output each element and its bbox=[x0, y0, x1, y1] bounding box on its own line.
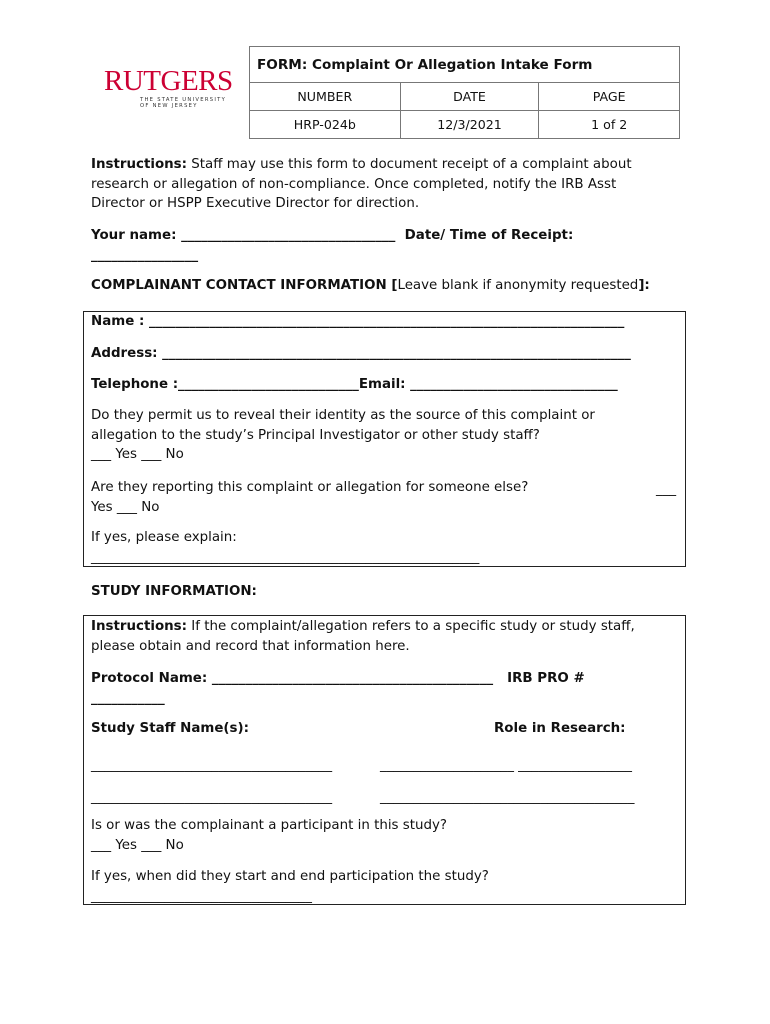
participation-dates-question: If yes, when did they start and end participation the study? bbox=[91, 869, 489, 884]
study-staff-label: Study Staff Name(s): bbox=[91, 721, 249, 736]
instructions-line-3: Director or HSPP Executive Director for direction. bbox=[91, 196, 420, 211]
study-heading: STUDY INFORMATION: bbox=[91, 584, 257, 599]
permit-question-line-1: Do they permit us to reveal their identity as the source of this complaint or bbox=[91, 408, 595, 423]
irb-pro-field[interactable]: ___________ bbox=[91, 691, 165, 706]
explain-label: If yes, please explain: bbox=[91, 530, 237, 545]
receipt-label: Date/ Time of Receipt: bbox=[404, 228, 574, 243]
role-field-1[interactable]: ____________________ _________________ bbox=[380, 758, 632, 773]
complainant-note: Leave blank if anonymity requested bbox=[397, 278, 639, 293]
participant-question-text: Is or was the complainant a participant in this study? bbox=[91, 818, 448, 833]
permit-options[interactable]: ___ Yes ___ No bbox=[91, 447, 184, 462]
explain-section bbox=[91, 528, 479, 567]
study-instructions bbox=[91, 617, 635, 656]
form-header-table bbox=[249, 46, 680, 139]
staff-name-field-1[interactable]: ____________________________________ bbox=[91, 758, 333, 773]
reporting-question-text: Are they reporting this complaint or allegation for someone else? bbox=[91, 480, 529, 495]
email-field[interactable]: Email: _______________________________ bbox=[358, 377, 618, 392]
instructions-label: Instructions: bbox=[91, 157, 188, 172]
form-number-value: HRP-024b bbox=[250, 111, 401, 139]
logo-wordmark: RUTGERS bbox=[104, 65, 233, 97]
participant-options[interactable]: ___ Yes ___ No bbox=[91, 837, 184, 853]
header-number-label: NUMBER bbox=[250, 83, 401, 111]
your-name-row bbox=[91, 226, 573, 246]
study-instructions-line-2: please obtain and record that information here. bbox=[91, 638, 410, 654]
telephone-field[interactable]: Telephone :___________________________ bbox=[91, 377, 359, 392]
participation-dates-field[interactable]: _________________________________ bbox=[91, 888, 312, 904]
study-instructions-label: Instructions: bbox=[91, 619, 188, 634]
form-title: FORM: Complaint Or Allegation Intake Form bbox=[250, 47, 680, 83]
reporting-yes-blank[interactable]: ___ bbox=[656, 482, 677, 497]
form-date-value: 12/3/2021 bbox=[400, 111, 539, 139]
complainant-heading bbox=[91, 276, 650, 296]
address-field[interactable]: Address: ______________________________________________________________________ bbox=[91, 346, 631, 361]
protocol-row bbox=[91, 669, 585, 689]
irb-pro-label: IRB PRO # bbox=[507, 671, 585, 686]
header-page-label: PAGE bbox=[539, 83, 680, 111]
permit-question-line-2: allegation to the study’s Principal Investigator or other study staff? bbox=[91, 427, 540, 443]
permit-question bbox=[91, 406, 595, 465]
receipt-field[interactable]: ________________ bbox=[91, 248, 199, 263]
study-instructions-line-1: If the complaint/allegation refers to a specific study or study staff, bbox=[191, 619, 635, 634]
your-name-field[interactable]: Your name: ________________________________ bbox=[91, 228, 396, 243]
reporting-options[interactable]: Yes ___ No bbox=[91, 499, 160, 515]
form-page-value: 1 of 2 bbox=[539, 111, 680, 139]
complainant-heading-text: COMPLAINANT CONTACT INFORMATION [ bbox=[91, 278, 398, 293]
rutgers-logo bbox=[104, 66, 234, 116]
instructions-paragraph bbox=[91, 155, 632, 214]
staff-name-field-2[interactable]: ____________________________________ bbox=[91, 790, 333, 805]
name-field[interactable]: Name : _______________________________________________________________________ bbox=[91, 314, 625, 329]
role-label: Role in Research: bbox=[494, 721, 626, 736]
logo-subtitle: THE STATE UNIVERSITY OF NEW JERSEY bbox=[140, 97, 227, 109]
complainant-heading-end: ]: bbox=[638, 278, 650, 293]
participation-dates bbox=[91, 867, 489, 906]
protocol-name-field[interactable]: Protocol Name: __________________________________________ bbox=[91, 671, 494, 686]
explain-field[interactable]: __________________________________________________________ bbox=[91, 549, 480, 565]
instructions-line-2: research or allegation of non-compliance. Once completed, notify the IRB Asst bbox=[91, 176, 617, 192]
instructions-line-1: Staff may use this form to document receipt of a complaint about bbox=[191, 157, 632, 172]
header-date-label: DATE bbox=[400, 83, 539, 111]
contact-row bbox=[91, 375, 618, 395]
participant-question bbox=[91, 816, 447, 855]
reporting-question bbox=[91, 478, 528, 517]
role-field-2[interactable]: ______________________________________ bbox=[380, 790, 635, 805]
